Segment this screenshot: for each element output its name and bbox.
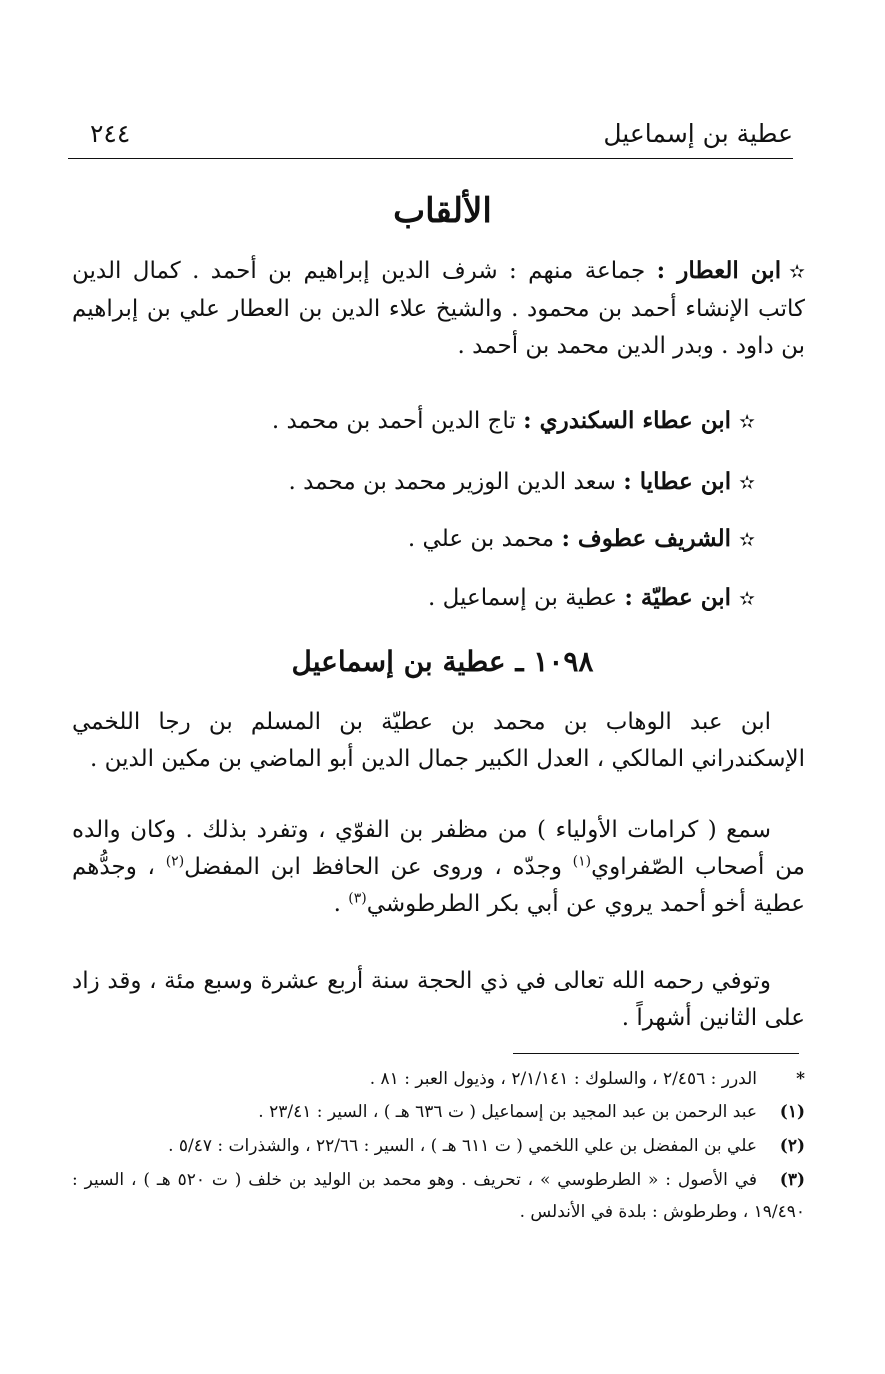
footnote-text: عبد الرحمن بن عبد المجيد بن إسماعيل ( ت ٦٣٦ هـ ) ، السير : ٢٣/٤١ .	[258, 1102, 757, 1122]
page-number: ٢٤٤	[90, 119, 131, 148]
footnote-reference: (٢)	[165, 853, 185, 870]
intro-paragraph	[72, 252, 805, 365]
nickname-label: الشريف عطوف :	[561, 525, 732, 552]
footnote	[72, 1164, 805, 1228]
nickname-text: محمد بن علي .	[407, 526, 555, 552]
footnote-marker: (١)	[779, 1102, 805, 1122]
nickname-entry	[72, 579, 755, 618]
footnote	[72, 1130, 805, 1162]
star-icon: ✫	[739, 529, 755, 551]
footnote-text: الدرر : ٢/٤٥٦ ، والسلوك : ٢/١/١٤١ ، وذيول العبر : ٨١ .	[369, 1069, 757, 1089]
nickname-text: عطية بن إسماعيل .	[428, 585, 618, 611]
running-title: عطية بن إسماعيل	[603, 119, 793, 148]
biography-paragraph: ابن عبد الوهاب بن محمد بن عطيّة بن المسلم بن رجا اللخمي الإسكندراني المالكي ، العدل الكبير جمال الدين أبو الماضي بن مكين الدين .	[72, 709, 805, 772]
footnote	[72, 1096, 805, 1128]
section-title: الألقاب	[393, 191, 492, 231]
footnote	[72, 1063, 805, 1095]
header-rule	[68, 158, 793, 159]
star-icon: ✫	[789, 261, 806, 283]
footnote-marker: *	[796, 1069, 805, 1089]
nickname-entry	[72, 520, 755, 559]
nickname-text: تاج الدين أحمد بن محمد .	[271, 408, 516, 434]
paragraph-text: سمع ( كرامات الأولياء ) من مظفر بن الفوّي ، وتفرد بذلك . وكان والده من أصحاب الصّفراوي	[72, 817, 805, 880]
footnote-reference: (١)	[572, 853, 592, 870]
footnote-text: في الأصول : « الطرطوسي » ، تحريف . وهو محمد بن الوليد بن خلف ( ت ٥٢٠ هـ ) ، السير : ١٩/٤٩٠ ، وطرطوش : بلدة في الأندلس .	[72, 1170, 805, 1222]
biography-heading: ١٠٩٨ ـ عطية بن إسماعيل	[291, 645, 594, 678]
footnote-text: علي بن المفضل بن علي اللخمي ( ت ٦١١ هـ ) ، السير : ٢٢/٦٦ ، والشذرات : ٥/٤٧ .	[168, 1136, 757, 1156]
star-icon: ✫	[739, 472, 755, 494]
nickname-label: ابن عطاء السكندري :	[523, 407, 732, 434]
star-icon: ✫	[739, 411, 755, 433]
nickname-label: ابن عطيّة :	[624, 584, 732, 611]
nickname-text: سعد الدين الوزير محمد بن محمد .	[288, 469, 616, 495]
nickname-text: جماعة منهم : شرف الدين إبراهيم بن أحمد . كمال الدين كاتب الإنشاء أحمد بن محمود . والشيخ علاء الدين بن العطار علي بن إبراهيم بن داود . وبدر الدين محمد بن أحمد .	[72, 258, 805, 359]
paragraph-text: ، وجدُّهم عطية أخو أحمد يروي عن أبي بكر الطرطوشي	[72, 854, 805, 917]
paragraph-text: .	[333, 891, 349, 917]
footnote-reference: (٣)	[348, 890, 367, 907]
nickname-entry	[72, 463, 755, 502]
biography-paragraph	[72, 812, 805, 923]
nickname-entry	[72, 402, 755, 441]
biography-paragraph: وتوفي رحمه الله تعالى في ذي الحجة سنة أربع عشرة وسبع مئة ، وقد زاد على الثانين أشهراً .	[72, 968, 805, 1031]
footnote-marker: (٣)	[779, 1170, 806, 1190]
footnote-rule	[513, 1053, 799, 1054]
footnote-marker: (٢)	[779, 1136, 805, 1156]
nickname-label: ابن عطايا :	[623, 468, 732, 495]
paragraph-text: وجدّه ، وروى عن الحافظ ابن المفضل	[184, 854, 573, 880]
star-icon: ✫	[739, 588, 755, 610]
nickname-label: ابن العطار :	[656, 257, 782, 284]
